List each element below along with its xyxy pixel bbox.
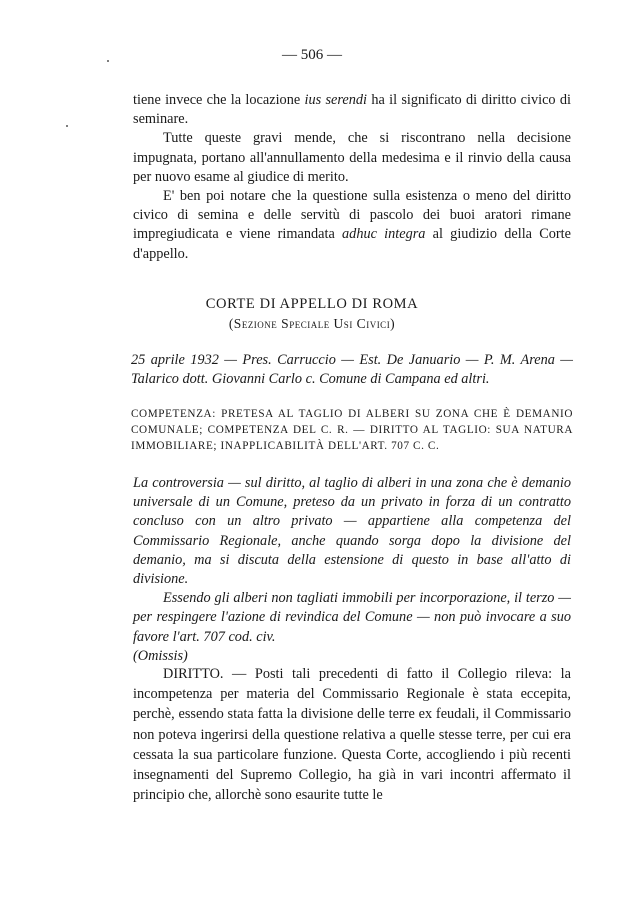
- scan-speck: [66, 125, 68, 127]
- citation-block: [131, 351, 573, 389]
- case-citation: 25 aprile 1932 — Pres. Carruccio — Est. De Januario — P. M. Arena — Talarico dott. Giovanni Carlo c. Comune di Campana ed altri.: [131, 352, 573, 388]
- intro-section: [133, 91, 571, 264]
- text-run: al giudizio della Corte d'appello.: [133, 226, 571, 262]
- text-run: ha il significato di diritto civico di seminare.: [133, 92, 571, 128]
- massima-heading: COMPETENZA: PRETESA AL TAGLIO DI ALBERI SU ZONA CHE È DEMANIO COMUNALE; COMPETENZA DEL C. R. — DIRITTO AL TAGLIO: SUA NATURA IMMOBILIARE; INAPPLICABILITÀ DELL'ART. 707 C. C.: [131, 408, 573, 452]
- text-run: tiene invece che la locazione: [133, 92, 305, 108]
- text-run: E' ben poi notare che la questione sulla esistenza o meno del diritto civico di semina e delle servitù di pascolo dei buoi aratori rimane impregiudicata e viene rimandata: [133, 188, 571, 243]
- italic-run: ius serendi: [304, 92, 368, 108]
- page-number: — 506 —: [282, 47, 342, 63]
- diritto-block: [133, 664, 571, 805]
- massima-block: [131, 406, 573, 454]
- omissis-marker: (Omissis): [133, 647, 188, 664]
- diritto-paragraph: DIRITTO. — Posti tali precedenti di fatto il Collegio rileva: la incompetenza per materia del Commissario Regionale è stata eccepita, perchè, essendo stata fatta la divisione delle terre ex feudali, il Commissario non poteva ingerirsi della questione relativa a quelle stesse terre, per cui era cessata la sua particolare funzione. Questa Corte, accogliendo i più recenti insegnamenti del Supremo Collegio, ha già in vari incontri affermato il principio che, allorchè sono esaurite tutte le: [133, 666, 571, 804]
- intro-paragraph-2: [133, 129, 571, 187]
- summary-paragraph-1: La controversia — sul diritto, al taglio di alberi in una zona che è demanio universale di un Comune, preteso da un privato in forza di un contratto concluso con un altro privato — appartiene alla competenza del Commissario Regionale, anche quando sorga dopo la divisione del demanio, ma si discuta della estensione di questo in base all'atto di divisione.: [133, 475, 571, 588]
- intro-paragraph-3: [133, 187, 571, 264]
- court-title: CORTE DI APPELLO DI ROMA: [205, 296, 419, 312]
- summary-paragraph-2: Essendo gli alberi non tagliati immobili per incorporazione, il terzo — per respingere l'azione di revindica del Comune — non può invocare a suo favore l'art. 707 cod. civ.: [133, 590, 571, 645]
- italic-run: adhuc integra: [342, 226, 426, 243]
- summary-block: [133, 474, 571, 666]
- text-run: Tutte queste gravi mende, che si riscontrano nella decisione impugnata, portano all'annullamento della medesima e il rinvio della causa per nuovo esame al giudice di merito.: [133, 130, 571, 185]
- court-subtitle: (Sezione Speciale Usi Civici): [228, 316, 396, 331]
- intro-paragraph-1: [133, 91, 571, 129]
- scan-speck: [107, 60, 109, 62]
